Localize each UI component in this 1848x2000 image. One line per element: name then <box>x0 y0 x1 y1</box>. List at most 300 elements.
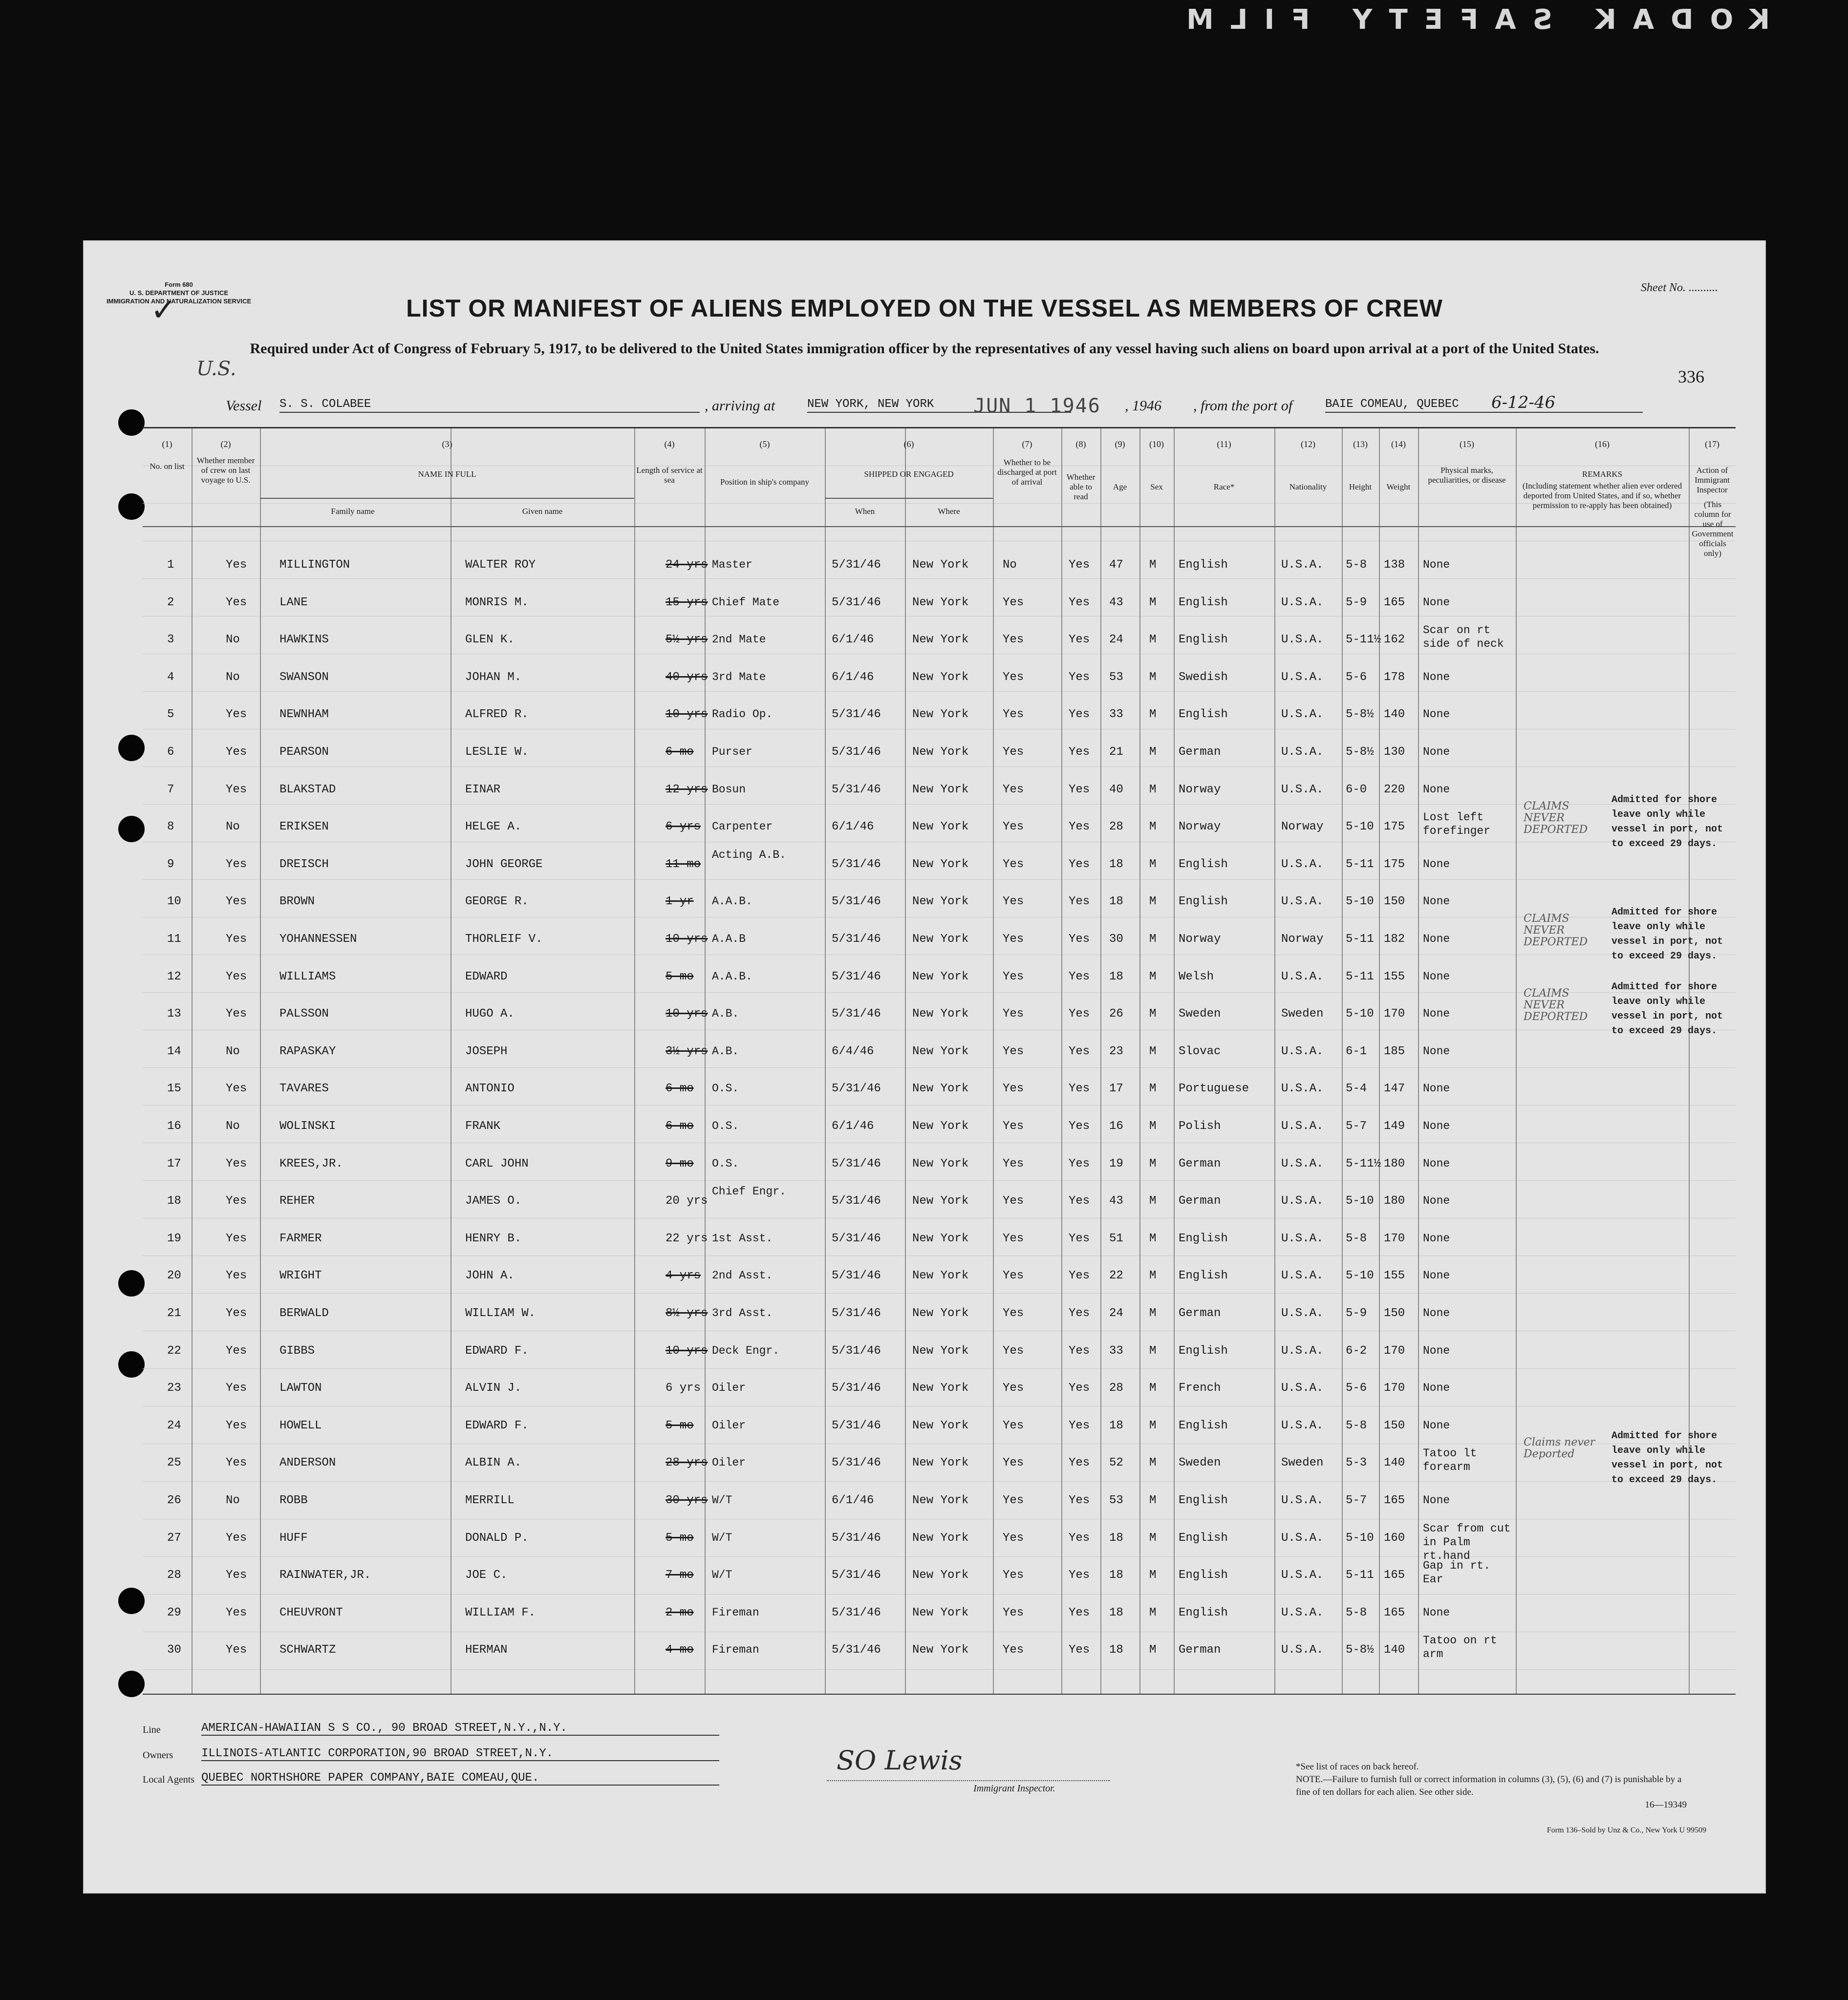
cell-service: 2 mo <box>666 1606 694 1619</box>
column-number: (9) <box>1115 439 1125 449</box>
cell-nationality: U.S.A. <box>1281 857 1324 871</box>
cell-no: 12 <box>167 970 181 983</box>
cell-where: New York <box>912 558 969 572</box>
cell-race: English <box>1179 558 1228 572</box>
cell-when: 5/31/46 <box>832 1307 881 1320</box>
cell-weight: 170 <box>1384 1344 1405 1358</box>
cell-given: FRANK <box>465 1120 501 1133</box>
cell-marks: None <box>1423 596 1450 609</box>
inspector-action-stamp: Admitted for shore leave only while vessel in port, not to exceed 29 days. <box>1612 981 1723 1037</box>
printer-imprint: Form 136–Sold by Unz & Co., New York U 99509 <box>1547 1826 1706 1834</box>
cell-no: 24 <box>167 1419 181 1432</box>
crew-row <box>143 1494 1736 1513</box>
cell-discharge: Yes <box>1003 1419 1024 1432</box>
cell-weight: 150 <box>1384 1419 1405 1432</box>
cell-no: 17 <box>167 1157 181 1170</box>
cell-weight: 165 <box>1384 1569 1405 1582</box>
cell-discharge: Yes <box>1003 1194 1024 1208</box>
cell-nationality: U.S.A. <box>1281 1531 1324 1545</box>
cell-read: Yes <box>1069 783 1090 796</box>
film-edge-banner: KODAK SAFETY FILM <box>1169 4 1770 36</box>
cell-sex: M <box>1149 670 1157 684</box>
column-number: (10) <box>1149 439 1164 449</box>
cell-given: WILLIAM F. <box>465 1606 536 1619</box>
cell-marks: None <box>1423 1044 1450 1058</box>
cell-given: THORLEIF V. <box>465 933 543 946</box>
cell-when: 5/31/46 <box>832 745 881 759</box>
cell-service: 6 mo <box>666 1082 694 1096</box>
sheet-number: Sheet No. .......... <box>1641 281 1718 294</box>
cell-where: New York <box>912 1120 969 1133</box>
cell-weight: 170 <box>1384 1382 1405 1395</box>
cell-prev: Yes <box>226 1007 247 1021</box>
cell-prev: Yes <box>226 783 247 796</box>
column-header: Whether to be discharged at port of arrival <box>997 458 1057 487</box>
arriving-port: NEW YORK, NEW YORK <box>807 398 1071 413</box>
cell-where: New York <box>912 1232 969 1245</box>
punch-hole <box>118 409 145 436</box>
cell-position: O.S. <box>712 1157 739 1170</box>
cell-prev: Yes <box>226 1569 247 1582</box>
cell-race: German <box>1179 1307 1221 1320</box>
remarks-note: (Including statement whether alien ever ordered deported from United States, and if so, whether permission to re-apply has been obtained) <box>1522 481 1682 510</box>
cell-discharge: Yes <box>1003 1606 1024 1619</box>
cell-position: Deck Engr. <box>712 1344 780 1357</box>
cell-discharge: Yes <box>1003 596 1024 609</box>
cell-position: W/T <box>712 1494 732 1507</box>
cell-discharge: Yes <box>1003 1456 1024 1470</box>
cell-race: German <box>1179 1194 1221 1208</box>
cell-weight: 150 <box>1384 895 1405 909</box>
cell-position: Fireman <box>712 1606 759 1619</box>
cell-family: WOLINSKI <box>279 1120 336 1133</box>
cell-race: English <box>1179 857 1228 871</box>
cell-family: HAWKINS <box>279 633 329 647</box>
cell-no: 19 <box>167 1232 181 1245</box>
cell-discharge: No <box>1003 558 1017 572</box>
cell-family: REHER <box>279 1194 315 1208</box>
cell-read: Yes <box>1069 1007 1090 1021</box>
cell-prev: Yes <box>226 596 247 609</box>
cell-family: BERWALD <box>279 1307 329 1320</box>
cell-nationality: Norway <box>1281 820 1324 834</box>
cell-discharge: Yes <box>1003 708 1024 722</box>
cell-when: 5/31/46 <box>832 708 881 722</box>
cell-no: 7 <box>167 783 174 796</box>
cell-service: 5½ yrs <box>666 633 708 647</box>
cell-service: 6 mo <box>666 1120 694 1133</box>
cell-where: New York <box>912 1419 969 1432</box>
cell-sex: M <box>1149 1082 1157 1096</box>
cell-position: A.A.B. <box>712 895 752 908</box>
cell-given: EDWARD F. <box>465 1419 529 1432</box>
cell-age: 53 <box>1109 670 1123 684</box>
cell-nationality: Sweden <box>1281 1456 1324 1470</box>
cell-marks: None <box>1423 1307 1450 1319</box>
shipped-rule <box>825 498 993 499</box>
cell-height: 5-9 <box>1346 1307 1367 1320</box>
cell-sex: M <box>1149 1120 1157 1133</box>
family-name-subheader: Family name <box>331 507 375 516</box>
cell-race: Norway <box>1179 820 1221 834</box>
department-name: U. S. DEPARTMENT OF JUSTICE <box>129 289 228 297</box>
cell-weight: 140 <box>1384 708 1405 722</box>
cell-race: Portuguese <box>1179 1082 1249 1096</box>
cell-where: New York <box>912 970 969 983</box>
cell-sex: M <box>1149 1382 1157 1395</box>
cell-prev: Yes <box>226 1082 247 1096</box>
cell-no: 26 <box>167 1494 181 1507</box>
crew-row <box>143 1419 1736 1439</box>
crew-manifest-table <box>143 427 1736 1695</box>
cell-marks: None <box>1423 895 1450 908</box>
cell-position: A.B. <box>712 1007 739 1021</box>
crew-row <box>143 1522 1736 1562</box>
cell-nationality: U.S.A. <box>1281 596 1324 609</box>
cell-marks: None <box>1423 857 1450 871</box>
cell-age: 18 <box>1109 1606 1123 1619</box>
cell-discharge: Yes <box>1003 1082 1024 1096</box>
punch-hole <box>118 1270 145 1297</box>
cell-age: 18 <box>1109 1569 1123 1582</box>
cell-height: 6-1 <box>1346 1044 1367 1058</box>
vessel-name: S. S. COLABEE <box>279 398 700 413</box>
cell-age: 47 <box>1109 558 1123 572</box>
cell-where: New York <box>912 1044 969 1058</box>
cell-marks: None <box>1423 1194 1450 1208</box>
cell-marks: None <box>1423 670 1450 683</box>
crew-row <box>143 970 1736 990</box>
penalty-note: NOTE.—Failure to furnish full or correct information in columns (3), (5), (6) and (7) is punishable by a fine of ten dollars for each alien. See other side. <box>1296 1774 1682 1797</box>
cell-given: JOE C. <box>465 1569 508 1582</box>
cell-family: MILLINGTON <box>279 558 350 572</box>
cell-position: O.S. <box>712 1082 739 1095</box>
cell-race: Sweden <box>1179 1007 1221 1021</box>
signature-rule <box>827 1780 1110 1781</box>
cell-read: Yes <box>1069 1232 1090 1245</box>
cell-age: 53 <box>1109 1494 1123 1507</box>
crew-row <box>143 895 1736 915</box>
crew-row <box>143 1120 1736 1139</box>
cell-where: New York <box>912 1456 969 1470</box>
cell-prev: Yes <box>226 1456 247 1470</box>
cell-service: 40 yrs <box>666 670 708 684</box>
cell-service: 6 yrs <box>666 820 701 834</box>
cell-sex: M <box>1149 1456 1157 1470</box>
cell-family: GIBBS <box>279 1344 315 1358</box>
column-header: Height <box>1349 482 1372 491</box>
cell-where: New York <box>912 670 969 684</box>
cell-when: 5/31/46 <box>832 783 881 796</box>
cell-age: 51 <box>1109 1232 1123 1245</box>
service-name: IMMIGRATION AND NATURALIZATION SERVICE <box>106 298 252 305</box>
cell-when: 6/1/46 <box>832 820 874 834</box>
cell-height: 5-11 <box>1346 1569 1374 1582</box>
cell-height: 5-8½ <box>1346 1643 1374 1657</box>
cell-read: Yes <box>1069 820 1090 834</box>
cell-sex: M <box>1149 1307 1157 1320</box>
cell-position: Chief Mate <box>712 596 780 609</box>
column-header: Position in ship's company <box>720 477 810 487</box>
cell-sex: M <box>1149 857 1157 871</box>
cell-read: Yes <box>1069 1120 1090 1133</box>
cell-when: 5/31/46 <box>832 1606 881 1619</box>
cell-sex: M <box>1149 1044 1157 1058</box>
cell-family: PALSSON <box>279 1007 329 1021</box>
cell-given: JOHN GEORGE <box>465 857 543 871</box>
cell-marks: None <box>1423 970 1450 983</box>
cell-given: WILLIAM W. <box>465 1307 536 1320</box>
cell-family: PEARSON <box>279 745 329 759</box>
cell-where: New York <box>912 633 969 647</box>
cell-race: French <box>1179 1382 1221 1395</box>
cell-family: WRIGHT <box>279 1269 322 1283</box>
cell-family: LANE <box>279 596 308 609</box>
cell-given: JAMES O. <box>465 1194 522 1208</box>
cell-height: 5-6 <box>1346 670 1367 684</box>
cell-marks: Gap in rt. Ear <box>1423 1559 1491 1586</box>
column-number: (2) <box>220 439 231 449</box>
cell-sex: M <box>1149 933 1157 946</box>
cell-where: New York <box>912 1307 969 1320</box>
manifest-page <box>84 241 1765 1893</box>
cell-service: 5 mo <box>666 1531 694 1545</box>
cell-sex: M <box>1149 1606 1157 1619</box>
column-header: Whether able to read <box>1066 472 1096 501</box>
cell-service: 15 yrs <box>666 596 708 609</box>
cell-prev: No <box>226 1494 240 1507</box>
cell-discharge: Yes <box>1003 1269 1024 1283</box>
cell-service: 10 yrs <box>666 1344 708 1358</box>
cell-discharge: Yes <box>1003 1531 1024 1545</box>
cell-prev: Yes <box>226 558 247 572</box>
cell-read: Yes <box>1069 1494 1090 1507</box>
cell-weight: 175 <box>1384 820 1405 834</box>
cell-no: 6 <box>167 745 174 759</box>
cell-given: EINAR <box>465 783 501 796</box>
inspector-action-stamp: Admitted for shore leave only while vessel in port, not to exceed 29 days. <box>1612 907 1723 962</box>
cell-when: 5/31/46 <box>832 970 881 983</box>
cell-service: 9 mo <box>666 1157 694 1170</box>
column-number: (12) <box>1301 439 1315 449</box>
column-number: (15) <box>1460 439 1474 449</box>
cell-given: MERRILL <box>465 1494 515 1507</box>
cell-where: New York <box>912 745 969 759</box>
cell-prev: Yes <box>226 1232 247 1245</box>
form-subtitle: Required under Act of Congress of February 5, 1917, to be delivered to the United States immigration officer by the representatives of any vessel having such aliens on board upon arrival at a port of the United States. <box>250 340 1599 357</box>
crew-row <box>143 1559 1736 1588</box>
cell-weight: 140 <box>1384 1643 1405 1657</box>
cell-sex: M <box>1149 970 1157 983</box>
cell-prev: No <box>226 633 240 647</box>
cell-nationality: U.S.A. <box>1281 670 1324 684</box>
cell-prev: Yes <box>226 1194 247 1208</box>
cell-marks: None <box>1423 933 1450 945</box>
cell-sex: M <box>1149 1569 1157 1582</box>
cell-discharge: Yes <box>1003 1494 1024 1507</box>
cell-age: 43 <box>1109 1194 1123 1208</box>
cell-race: English <box>1179 1606 1228 1619</box>
cell-marks: None <box>1423 1082 1450 1095</box>
cell-service: 11 mo <box>666 857 701 871</box>
cell-service: 24 yrs <box>666 558 708 572</box>
cell-prev: Yes <box>226 970 247 983</box>
cell-race: German <box>1179 745 1221 759</box>
crew-row <box>143 1082 1736 1102</box>
column-header: Length of service at sea <box>636 466 703 485</box>
handwritten-remark: Claims never Deported <box>1524 1436 1595 1461</box>
cell-height: 5-10 <box>1346 1269 1374 1283</box>
cell-no: 3 <box>167 633 174 647</box>
crew-row <box>143 1307 1736 1326</box>
cell-service: 22 yrs <box>666 1232 708 1245</box>
cell-no: 11 <box>167 933 181 946</box>
cell-age: 33 <box>1109 708 1123 722</box>
cell-read: Yes <box>1069 1643 1090 1657</box>
cell-height: 5-8 <box>1346 1232 1367 1245</box>
cell-marks: Tatoo lt forearm <box>1423 1447 1477 1474</box>
crew-row <box>143 1157 1736 1177</box>
cell-family: DREISCH <box>279 857 329 871</box>
cell-sex: M <box>1149 745 1157 759</box>
cell-when: 5/31/46 <box>832 933 881 946</box>
cell-height: 6-2 <box>1346 1344 1367 1358</box>
cell-race: German <box>1179 1643 1221 1657</box>
cell-height: 5-10 <box>1346 1194 1374 1208</box>
cell-marks: None <box>1423 1120 1450 1132</box>
cell-no: 29 <box>167 1606 181 1619</box>
cell-weight: 220 <box>1384 783 1405 796</box>
cell-weight: 165 <box>1384 596 1405 609</box>
owners-value: ILLINOIS-ATLANTIC CORPORATION,90 BROAD STREET,N.Y. <box>201 1747 719 1761</box>
cell-where: New York <box>912 933 969 946</box>
cell-no: 1 <box>167 558 174 572</box>
cell-age: 30 <box>1109 933 1123 946</box>
crew-row <box>143 1007 1736 1027</box>
cell-marks: None <box>1423 1382 1450 1395</box>
cell-family: HOWELL <box>279 1419 322 1432</box>
cell-where: New York <box>912 1194 969 1208</box>
cell-read: Yes <box>1069 1044 1090 1058</box>
cell-read: Yes <box>1069 1419 1090 1432</box>
cell-where: New York <box>912 1606 969 1619</box>
cell-marks: Lost left forefinger <box>1423 811 1491 838</box>
cell-prev: Yes <box>226 895 247 909</box>
column-header: REMARKS <box>1582 469 1623 479</box>
cell-read: Yes <box>1069 1382 1090 1395</box>
cell-marks: None <box>1423 1419 1450 1432</box>
cell-height: 6-0 <box>1346 783 1367 796</box>
cell-discharge: Yes <box>1003 633 1024 647</box>
cell-where: New York <box>912 1569 969 1582</box>
crew-row <box>143 745 1736 765</box>
cell-service: 1 yr <box>666 895 694 909</box>
cell-nationality: U.S.A. <box>1281 1494 1324 1507</box>
cell-race: Norway <box>1179 933 1221 946</box>
form-title: LIST OR MANIFEST OF ALIENS EMPLOYED ON THE VESSEL AS MEMBERS OF CREW <box>406 295 1443 322</box>
cell-when: 5/31/46 <box>832 1569 881 1582</box>
crew-row <box>143 1185 1736 1214</box>
crew-row <box>143 1232 1736 1252</box>
cell-where: New York <box>912 1082 969 1096</box>
punch-hole <box>118 493 145 520</box>
line-label: Line <box>143 1724 161 1735</box>
inspector-action-stamp: Admitted for shore leave only while vessel in port, not to exceed 29 days. <box>1612 1430 1723 1486</box>
cell-read: Yes <box>1069 708 1090 722</box>
cell-race: Swedish <box>1179 670 1228 684</box>
cell-height: 5-8 <box>1346 1606 1367 1619</box>
cell-given: HELGE A. <box>465 820 522 834</box>
cell-discharge: Yes <box>1003 820 1024 834</box>
cell-prev: Yes <box>226 1643 247 1657</box>
cell-discharge: Yes <box>1003 1569 1024 1582</box>
cell-read: Yes <box>1069 670 1090 684</box>
cell-given: EDWARD F. <box>465 1344 529 1358</box>
cell-age: 40 <box>1109 783 1123 796</box>
cell-nationality: U.S.A. <box>1281 783 1324 796</box>
cell-prev: Yes <box>226 745 247 759</box>
cell-when: 5/31/46 <box>832 1419 881 1432</box>
cell-age: 26 <box>1109 1007 1123 1021</box>
cell-sex: M <box>1149 1494 1157 1507</box>
where-subheader: Where <box>938 507 960 516</box>
column-number: (6) <box>903 439 914 449</box>
cell-given: LESLIE W. <box>465 745 529 759</box>
cell-marks: None <box>1423 745 1450 758</box>
column-number: (5) <box>759 439 770 449</box>
given-name-subheader: Given name <box>522 507 563 516</box>
cell-no: 4 <box>167 670 174 684</box>
cell-height: 5-11 <box>1346 857 1374 871</box>
cell-marks: None <box>1423 1606 1450 1619</box>
cell-prev: Yes <box>226 1344 247 1358</box>
column-number: (17) <box>1705 439 1719 449</box>
handwritten-remark: CLAIMS NEVER DEPORTED <box>1524 800 1588 836</box>
cell-age: 19 <box>1109 1157 1123 1170</box>
cell-race: English <box>1179 1494 1228 1507</box>
cell-race: English <box>1179 1569 1228 1582</box>
cell-when: 5/31/46 <box>832 1344 881 1358</box>
cell-family: ROBB <box>279 1494 308 1507</box>
column-header: No. on list <box>150 462 185 471</box>
cell-position: W/T <box>712 1531 732 1544</box>
column-header: Physical marks, peculiarities, or disease <box>1428 466 1506 485</box>
crew-row <box>143 558 1736 578</box>
cell-marks: None <box>1423 1157 1450 1170</box>
cell-where: New York <box>912 1007 969 1021</box>
cell-marks: None <box>1423 1007 1450 1021</box>
cell-position: O.S. <box>712 1120 739 1132</box>
cell-no: 28 <box>167 1569 181 1582</box>
cell-sex: M <box>1149 708 1157 722</box>
when-subheader: When <box>855 507 875 516</box>
cell-given: DONALD P. <box>465 1531 529 1545</box>
cell-position: 2nd Mate <box>712 633 766 646</box>
cell-sex: M <box>1149 1419 1157 1432</box>
cell-weight: 150 <box>1384 1307 1405 1320</box>
cell-discharge: Yes <box>1003 1007 1024 1021</box>
cell-where: New York <box>912 708 969 722</box>
cell-age: 33 <box>1109 1344 1123 1358</box>
cell-sex: M <box>1149 820 1157 834</box>
cell-no: 15 <box>167 1082 181 1096</box>
crew-row <box>143 1269 1736 1289</box>
cell-height: 5-8 <box>1346 1419 1367 1432</box>
cell-age: 21 <box>1109 745 1123 759</box>
cell-position: A.A.B. <box>712 970 752 983</box>
cell-marks: None <box>1423 783 1450 796</box>
cell-weight: 165 <box>1384 1606 1405 1619</box>
